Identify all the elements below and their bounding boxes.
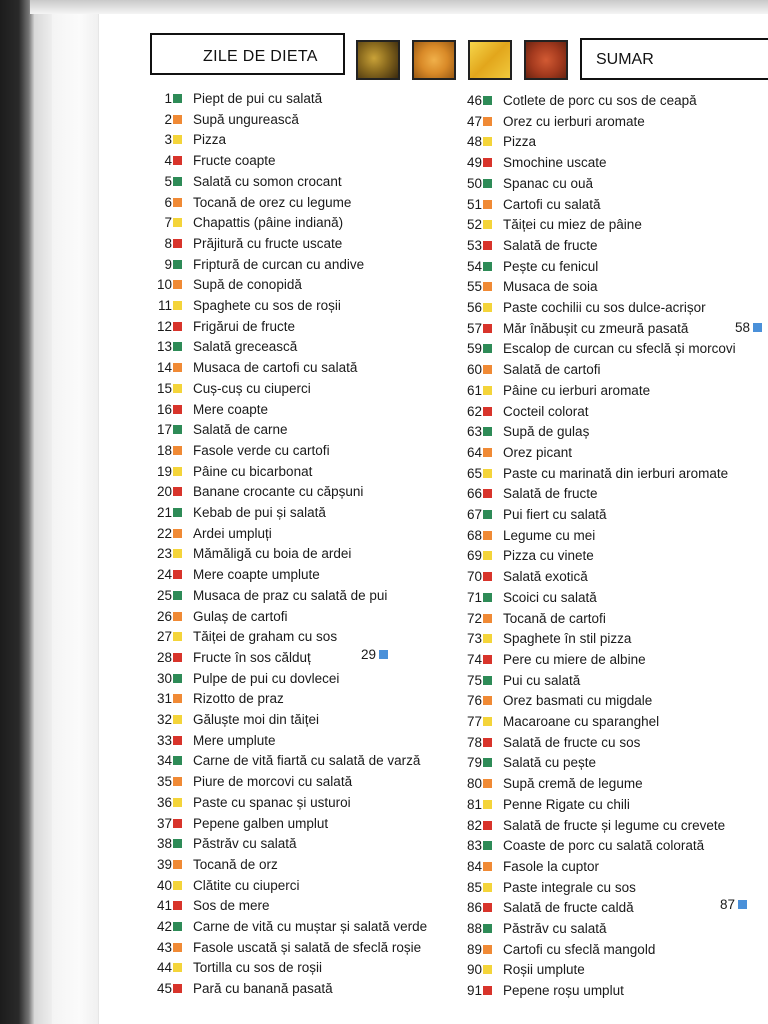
- toc-number: 43: [156, 939, 172, 955]
- toc-row: [0, 671, 768, 691]
- recipe-title: Supă cremă de legume: [503, 776, 643, 792]
- category-color-square: [483, 469, 492, 478]
- recipe-title: Macaroane cu sparanghel: [503, 714, 660, 729]
- toc-number: 14: [156, 360, 172, 376]
- toc-row: [0, 629, 768, 649]
- toc-number: 89: [466, 941, 482, 957]
- recipe-title: Tăiței de graham cu sos: [193, 629, 338, 645]
- recipe-title: Fasole la cuptor: [503, 858, 600, 874]
- toc-number: 70: [466, 569, 482, 585]
- category-color-square: [738, 900, 747, 909]
- toc-row: [0, 422, 768, 442]
- toc-number: 71: [466, 589, 482, 605]
- category-color-square: [483, 137, 492, 146]
- category-color-square: [483, 572, 492, 581]
- recipe-title: Spaghete în stil pizza: [503, 631, 632, 647]
- page-title: ZILE DE DIETA: [203, 48, 318, 65]
- food-thumbnail-4: [524, 40, 568, 80]
- recipe-title: Orez basmati cu migdale: [503, 693, 653, 709]
- toc-row: [0, 132, 768, 152]
- toc-number: 79: [466, 755, 482, 771]
- toc-row: [0, 215, 768, 235]
- recipe-title: Salată de fructe cu sos: [503, 734, 641, 750]
- food-thumbnail-3: [468, 40, 512, 80]
- recipe-title: Spaghete cu sos de roșii: [193, 298, 341, 313]
- recipe-title: Cartofi cu salată: [503, 196, 601, 212]
- recipe-title: Pui fiert cu salată: [503, 507, 607, 522]
- category-color-square: [483, 158, 492, 167]
- category-color-square: [483, 448, 492, 457]
- recipe-title: Coaste de porc cu salată colorată: [503, 838, 705, 854]
- recipe-title: Mere coapte umplute: [193, 567, 320, 583]
- recipe-title: Pâine cu bicarbonat: [193, 463, 313, 479]
- page-reference-marker: [720, 895, 735, 915]
- category-color-square: [483, 821, 492, 830]
- toc-number: 41: [156, 898, 172, 914]
- recipe-title: Pepene roșu umplut: [503, 983, 624, 999]
- toc-number: 2: [164, 111, 172, 127]
- category-color-square: [483, 262, 492, 271]
- recipe-title: Fasole uscată și salată de sfeclă roșie: [193, 939, 422, 955]
- category-color-square: [483, 965, 492, 974]
- recipe-title: Prăjitură cu fructe uscate: [193, 235, 343, 251]
- toc-number: 67: [466, 507, 482, 522]
- toc-number: 65: [466, 465, 482, 481]
- toc-row: [0, 878, 768, 898]
- category-color-square: [483, 986, 492, 995]
- toc-number: 27: [156, 629, 172, 645]
- toc-number: 24: [156, 567, 172, 583]
- category-color-square: [483, 386, 492, 395]
- toc-number: 54: [466, 258, 482, 274]
- recipe-title: Pizza cu vinete: [503, 548, 594, 564]
- recipe-title: Fructe în sos călduț: [193, 649, 311, 665]
- recipe-title: Salată de fructe caldă: [503, 900, 634, 916]
- toc-row: [0, 484, 768, 504]
- toc-row: [0, 816, 768, 836]
- category-color-square: [483, 883, 492, 892]
- category-color-square: [483, 324, 492, 333]
- page-reference-number: 29: [361, 647, 377, 662]
- toc-row: [0, 919, 768, 939]
- toc-row: [0, 981, 768, 1001]
- toc-number: 83: [466, 838, 482, 854]
- recipe-title: Pește cu fenicul: [503, 258, 599, 274]
- recipe-title: Paste cochilii cu sos dulce-acrișor: [503, 300, 706, 315]
- category-color-square: [483, 903, 492, 912]
- toc-row: [0, 795, 768, 815]
- recipe-title: Cocteil colorat: [503, 403, 589, 419]
- toc-number: 33: [156, 732, 172, 748]
- recipe-title: Salată grecească: [193, 339, 298, 355]
- toc-number: 10: [156, 277, 172, 293]
- recipe-title: Paste integrale cu sos: [503, 879, 636, 895]
- recipe-title: Musaca de soia: [503, 279, 598, 295]
- food-thumbnail-2: [412, 40, 456, 80]
- toc-row: [0, 257, 768, 277]
- recipe-title: Cotlete de porc cu sos de ceapă: [503, 93, 697, 108]
- category-color-square: [483, 427, 492, 436]
- toc-number: 63: [466, 424, 482, 440]
- recipe-title: Smochine uscate: [503, 155, 607, 171]
- recipe-title: Mere coapte: [193, 401, 269, 417]
- toc-number: 18: [156, 442, 172, 458]
- top-scan-band: [30, 0, 768, 14]
- toc-row: [0, 609, 768, 629]
- toc-number: 16: [156, 401, 172, 417]
- category-color-square: [483, 303, 492, 312]
- toc-number: 59: [466, 341, 482, 357]
- toc-row: [0, 464, 768, 484]
- toc-number: 78: [466, 734, 482, 750]
- toc-number: 69: [466, 548, 482, 564]
- recipe-title: Tocană de orz: [193, 856, 278, 872]
- recipe-title: Musaca de praz cu salată de pui: [193, 587, 388, 603]
- toc-number: 28: [156, 649, 172, 665]
- toc-number: 7: [164, 215, 172, 231]
- category-color-square: [483, 593, 492, 602]
- recipe-title: Salată exotică: [503, 569, 588, 585]
- toc-number: 3: [164, 132, 172, 148]
- toc-number: 46: [466, 93, 482, 108]
- toc-number: 25: [156, 587, 172, 603]
- recipe-title: Clătite cu ciuperci: [193, 877, 300, 893]
- toc-row: [0, 857, 768, 877]
- recipe-title: Supă de gulaș: [503, 424, 590, 440]
- recipe-title: Sos de mere: [193, 898, 270, 914]
- recipe-title: Fasole verde cu cartofi: [193, 442, 330, 458]
- toc-number: 26: [156, 608, 172, 624]
- category-color-square: [483, 510, 492, 519]
- toc-number: 38: [156, 836, 172, 852]
- toc-row: [0, 174, 768, 194]
- toc-number: 6: [164, 194, 172, 210]
- toc-row: [0, 91, 768, 111]
- category-color-square: [483, 220, 492, 229]
- recipe-title: Pizza: [193, 132, 227, 148]
- toc-row: [0, 898, 768, 918]
- recipe-title: Pară cu banană pasată: [193, 981, 333, 997]
- toc-number: 30: [156, 670, 172, 686]
- recipe-title: Tocană de orez cu legume: [193, 194, 352, 210]
- category-color-square: [483, 696, 492, 705]
- category-color-square: [483, 551, 492, 560]
- recipe-title: Piure de morcovi cu salată: [193, 774, 353, 790]
- recipe-title: Pizza: [503, 134, 537, 150]
- toc-number: 40: [156, 877, 172, 893]
- recipe-title: Kebab de pui și salată: [193, 505, 326, 520]
- category-color-square: [483, 344, 492, 353]
- toc-row: [0, 733, 768, 753]
- toc-number: 1: [164, 91, 172, 106]
- toc-row: [0, 940, 768, 960]
- page-reference-marker: [361, 645, 376, 665]
- toc-row: [0, 195, 768, 215]
- toc-number: 34: [156, 753, 172, 769]
- category-color-square: [483, 779, 492, 788]
- toc-row: [0, 236, 768, 256]
- toc-row: [0, 960, 768, 980]
- recipe-title: Escalop de curcan cu sfeclă și morcovi: [503, 341, 736, 357]
- category-color-square: [483, 841, 492, 850]
- recipe-title: Supă ungurească: [193, 111, 299, 127]
- category-color-square: [483, 614, 492, 623]
- toc-number: 51: [466, 196, 482, 212]
- toc-row: [0, 712, 768, 732]
- toc-number: 19: [156, 463, 172, 479]
- toc-number: 15: [156, 380, 172, 396]
- toc-number: 39: [156, 856, 172, 872]
- summary-title: SUMAR: [596, 51, 654, 68]
- page-reference-marker: [735, 318, 750, 338]
- recipe-title: Păstrăv cu salată: [193, 836, 297, 852]
- category-color-square: [483, 862, 492, 871]
- recipe-title: Legume cu mei: [503, 527, 596, 543]
- recipe-title: Pulpe de pui cu dovlecei: [193, 670, 340, 686]
- toc-number: 62: [466, 403, 482, 419]
- toc-number: 90: [466, 962, 482, 978]
- toc-row: [0, 402, 768, 422]
- recipe-title: Penne Rigate cu chili: [503, 796, 630, 812]
- toc-row: [0, 153, 768, 173]
- toc-row: [0, 505, 768, 525]
- category-color-square: [483, 758, 492, 767]
- category-color-square: [483, 407, 492, 416]
- toc-number: 36: [156, 794, 172, 810]
- category-color-square: [483, 117, 492, 126]
- category-color-square: [483, 945, 492, 954]
- toc-number: 20: [156, 484, 172, 500]
- category-color-square: [483, 241, 492, 250]
- recipe-title: Găluște moi din tăiței: [193, 712, 320, 727]
- toc-number: 60: [466, 362, 482, 378]
- category-color-square: [483, 96, 492, 105]
- toc-number: 64: [466, 444, 482, 460]
- category-color-square: [483, 800, 492, 809]
- toc-number: 73: [466, 631, 482, 647]
- recipe-title: Păstrăv cu salată: [503, 921, 607, 936]
- toc-number: 85: [466, 879, 482, 895]
- toc-number: 80: [466, 776, 482, 792]
- toc-number: 49: [466, 155, 482, 171]
- toc-number: 4: [164, 153, 172, 169]
- toc-number: 50: [466, 175, 482, 191]
- toc-number: 37: [156, 815, 172, 831]
- toc-number: 82: [466, 817, 482, 833]
- recipe-title: Musaca de cartofi cu salată: [193, 360, 358, 376]
- recipe-title: Carne de vită fiartă cu salată de varză: [193, 753, 421, 769]
- category-color-square: [483, 531, 492, 540]
- toc-number: 91: [466, 983, 482, 999]
- toc-number: 75: [466, 672, 482, 688]
- toc-number: 22: [156, 525, 172, 541]
- toc-number: 45: [156, 981, 172, 997]
- category-color-square: [483, 655, 492, 664]
- recipe-title: Gulaș de cartofi: [193, 608, 288, 624]
- toc-number: 17: [156, 422, 172, 438]
- recipe-title: Salată de fructe: [503, 486, 598, 502]
- toc-row: [0, 277, 768, 297]
- toc-number: 61: [466, 382, 482, 398]
- toc-row: [0, 546, 768, 566]
- toc-number: 5: [164, 173, 172, 189]
- toc-number: 9: [164, 256, 172, 272]
- recipe-title: Supă de conopidă: [193, 277, 302, 293]
- category-color-square: [483, 489, 492, 498]
- toc-number: 11: [157, 298, 172, 313]
- toc-row: [0, 836, 768, 856]
- recipe-title: Rizotto de praz: [193, 691, 284, 707]
- page-reference-number: 87: [720, 897, 736, 912]
- toc-row: [0, 567, 768, 587]
- recipe-title: Ardei umpluți: [193, 525, 272, 541]
- recipe-title: Pere cu miere de albine: [503, 651, 646, 667]
- toc-number: 48: [466, 134, 482, 150]
- toc-number: 74: [466, 651, 482, 667]
- toc-number: 76: [466, 693, 482, 709]
- category-color-square: [483, 717, 492, 726]
- toc-number: 44: [156, 960, 172, 976]
- toc-row: [0, 298, 768, 318]
- toc-number: 52: [466, 217, 482, 233]
- category-color-square: [483, 282, 492, 291]
- toc-row: [0, 112, 768, 132]
- recipe-title: Mămăligă cu boia de ardei: [193, 546, 352, 562]
- toc-row: [0, 319, 768, 339]
- page-reference-number: 58: [735, 320, 751, 335]
- toc-number: 77: [466, 714, 482, 729]
- recipe-title: Pâine cu ierburi aromate: [503, 382, 651, 398]
- recipe-title: Mere umplute: [193, 732, 276, 748]
- toc-row: [0, 588, 768, 608]
- toc-number: 47: [466, 113, 482, 129]
- toc-number: 57: [466, 320, 482, 336]
- recipe-title: Salată de carne: [193, 422, 288, 438]
- toc-row: [0, 339, 768, 359]
- toc-number: 86: [466, 900, 482, 916]
- recipe-title: Roșii umplute: [503, 962, 585, 978]
- recipe-title: Frigărui de fructe: [193, 318, 296, 334]
- category-color-square: [483, 179, 492, 188]
- recipe-title: Orez picant: [503, 444, 573, 460]
- toc-number: 72: [466, 610, 482, 626]
- toc-number: 32: [156, 712, 172, 727]
- toc-number: 42: [156, 919, 172, 934]
- recipe-title: Paste cu spanac și usturoi: [193, 794, 351, 810]
- toc-row: [0, 753, 768, 773]
- category-color-square: [379, 650, 388, 659]
- category-color-square: [753, 323, 762, 332]
- toc-number: 31: [156, 691, 172, 707]
- toc-number: 8: [164, 235, 172, 251]
- toc-row: [0, 774, 768, 794]
- category-color-square: [483, 634, 492, 643]
- recipe-title: Piept de pui cu salată: [193, 91, 323, 106]
- recipe-title: Tortilla cu sos de roșii: [193, 960, 323, 976]
- recipe-title: Chapattis (pâine indiană): [193, 215, 344, 231]
- toc-row: [0, 691, 768, 711]
- recipe-title: Carne de vită cu muștar și salată verde: [193, 919, 428, 934]
- toc-number: 81: [466, 796, 482, 812]
- recipe-title: Paste cu marinată din ierburi aromate: [503, 465, 729, 481]
- category-color-square: [483, 365, 492, 374]
- toc-row: [0, 360, 768, 380]
- toc-number: 84: [466, 858, 482, 874]
- toc-number: 12: [156, 318, 172, 334]
- toc-number: 13: [156, 339, 172, 355]
- food-thumbnail-1: [356, 40, 400, 80]
- recipe-title: Tocană de cartofi: [503, 610, 606, 626]
- recipe-title: Scoici cu salată: [503, 589, 597, 605]
- recipe-title: Cuș-cuș cu ciuperci: [193, 380, 311, 396]
- category-color-square: [483, 738, 492, 747]
- toc-number: 53: [466, 237, 482, 253]
- recipe-title: Salată cu somon crocant: [193, 173, 342, 189]
- recipe-title: Pepene galben umplut: [193, 815, 329, 831]
- recipe-title: Banane crocante cu căpșuni: [193, 484, 364, 500]
- toc-number: 88: [466, 921, 482, 936]
- recipe-title: Salată de cartofi: [503, 362, 601, 378]
- category-color-square: [483, 924, 492, 933]
- toc-row: [0, 381, 768, 401]
- recipe-title: Friptură de curcan cu andive: [193, 256, 365, 272]
- toc-row: [0, 526, 768, 546]
- category-color-square: [483, 200, 492, 209]
- toc-number: 55: [466, 279, 482, 295]
- recipe-title: Tăiței cu miez de pâine: [503, 217, 642, 233]
- toc-number: 66: [466, 486, 482, 502]
- toc-number: 23: [156, 546, 172, 562]
- recipe-title: Salată de fructe: [503, 237, 598, 253]
- recipe-title: Spanac cu ouă: [503, 175, 594, 191]
- recipe-title: Cartofi cu sfeclă mangold: [503, 941, 656, 957]
- toc-number: 68: [466, 527, 482, 543]
- toc-number: 21: [156, 505, 172, 520]
- recipe-title: Măr înăbușit cu zmeură pasată: [503, 320, 689, 336]
- recipe-title: Salată cu pește: [503, 755, 597, 771]
- toc-number: 56: [466, 300, 482, 315]
- recipe-title: Salată de fructe și legume cu crevete: [503, 817, 726, 833]
- recipe-title: Pui cu salată: [503, 672, 581, 688]
- toc-number: 35: [156, 774, 172, 790]
- recipe-title: Fructe coapte: [193, 153, 276, 169]
- recipe-title: Orez cu ierburi aromate: [503, 113, 645, 129]
- category-color-square: [483, 676, 492, 685]
- toc-row: [0, 443, 768, 463]
